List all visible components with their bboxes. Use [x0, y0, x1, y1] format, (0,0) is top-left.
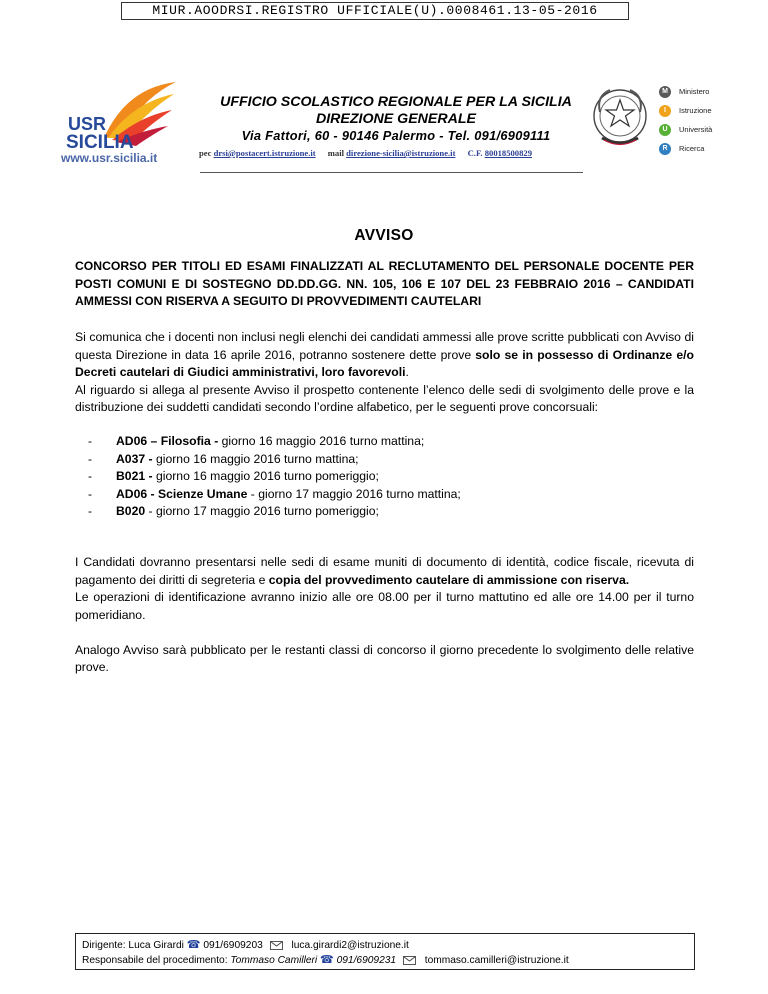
para2-text: Al riguardo si allega al presente Avviso il prospetto contenente l’elenco delle sedi di svolgimento delle prove e la distribuzione dei suddetti candidati secondo l’ordine alfabetico, per le seguenti prove concorsuali: [75, 382, 694, 414]
responsabile-email[interactable]: tommaso.camilleri@istruzione.it [424, 955, 569, 966]
header-divider [200, 172, 583, 173]
footer-dirigente-row [82, 938, 688, 953]
miur-label: Ministero [679, 87, 710, 96]
document-title: AVVISO [354, 227, 414, 244]
exam-code: A037 - [116, 451, 153, 466]
para3-text: I Candidati dovranno presentarsi nelle sedi di esame muniti di documento di identità, codice fiscale, ricevuta di pagamento dei diritti di segreteria e [75, 555, 694, 587]
mail-label: mail [327, 148, 344, 158]
exam-details: giorno 16 maggio 2016 turno mattina; [152, 451, 359, 466]
exam-details: - giorno 17 maggio 2016 turno pomeriggio; [145, 504, 379, 518]
para1-bold: solo se in possesso di Ordinanze e/o Decreti cautelari di Giudici amministrativi, loro favorevoli [75, 347, 694, 379]
exam-code: B020 [116, 504, 146, 518]
paragraph-instructions [75, 554, 694, 677]
exam-details: giorno 16 maggio 2016 turno mattina; [218, 434, 425, 448]
footer-contacts [75, 933, 695, 970]
exam-item [75, 486, 694, 504]
exam-item [75, 451, 694, 469]
mail-link[interactable]: direzione-sicilia@istruzione.it [346, 148, 456, 158]
para3-bold: copia del provvedimento cautelare di ammissione con riserva. [268, 572, 630, 587]
miur-dot-icon: U [659, 124, 671, 136]
cf-label: C.F. [467, 148, 483, 158]
dirigente-email[interactable]: luca.girardi2@istruzione.it [291, 940, 409, 951]
direction-name: DIREZIONE GENERALE [315, 111, 477, 127]
para3-line2: Le operazioni di identificazione avranno inizio alle ore 08.00 per il turno mattutino ed alle ore 14.00 per il turno pomeridiano. [75, 590, 694, 622]
para4-text: Analogo Avviso sarà pubblicato per le restanti classi di concorso il giorno precedente lo svolgimento delle relative prove. [75, 642, 694, 674]
usr-website: www.usr.sicilia.it [61, 151, 158, 165]
footer-responsabile-row [82, 953, 688, 968]
exam-list-block [75, 433, 694, 521]
logo-sicilia-text: SICILIA [66, 132, 134, 153]
miur-dot-icon: I [659, 105, 671, 117]
exam-item [75, 468, 694, 486]
subject-heading: CONCORSO PER TITOLI ED ESAMI FINALIZZATI AL RECLUTAMENTO DEL PERSONALE DOCENTE PER POSTI COMUNI E DI SOSTEGNO DD.DD.GG. NN. 105, 106 E 107 DEL 23 FEBBRAIO 2016 – CANDIDATI AMMESSI CON RISERVA A SEGUITO DI PROVVEDIMENTI CAUTELARI [75, 259, 694, 308]
paragraph-intro [75, 329, 694, 417]
cf-value: 80018500829 [484, 148, 532, 158]
miur-dot-icon: R [659, 143, 671, 155]
exam-item [75, 433, 694, 451]
exam-item [75, 503, 694, 521]
office-address: Via Fattori, 60 - 90146 Palermo - Tel. 091/6909111 [241, 128, 551, 143]
para1-text: Si comunica che i docenti non inclusi negli elenchi dei candidati ammessi alle prove scritte pubblicati con Avviso di questa Direzione in data 16 aprile 2016, potranno sostenere dette prove [75, 330, 694, 362]
miur-label: Ricerca [679, 144, 705, 153]
list-dash: - [88, 486, 93, 501]
miur-label: Università [679, 125, 713, 134]
pec-label: pec [199, 148, 212, 158]
list-dash: - [88, 469, 93, 483]
phone-icon: ☎ [186, 939, 201, 951]
envelope-icon [403, 956, 416, 965]
responsabile-phone: 091/6909231 [336, 955, 397, 966]
exam-code: AD06 - Scienze Umane [116, 486, 248, 501]
exam-code: AD06 – Filosofia - [116, 434, 219, 448]
responsabile-label: Responsabile del procedimento: [82, 955, 228, 966]
exam-details: - giorno 17 maggio 2016 turno mattina; [247, 486, 461, 501]
italian-republic-emblem-icon [588, 82, 652, 152]
office-name: UFFICIO SCOLASTICO REGIONALE PER LA SICILIA [220, 94, 572, 110]
list-dash: - [88, 451, 93, 466]
logo-usr-text: USR [68, 114, 107, 134]
list-dash: - [88, 434, 93, 448]
para1-end: . [405, 365, 409, 379]
dirigente-label: Dirigente: Luca Girardi [82, 940, 184, 951]
exam-code: B021 - [116, 469, 153, 483]
protocol-stamp: MIUR.AOODRSI.REGISTRO UFFICIALE(U).0008461.13-05-2016 [121, 2, 629, 20]
contacts-line [199, 148, 583, 158]
exam-details: giorno 16 maggio 2016 turno pomeriggio; [152, 469, 379, 483]
phone-icon: ☎ [320, 954, 334, 966]
dirigente-phone: 091/6909203 [203, 940, 263, 951]
pec-link[interactable]: drsi@postacert.istruzione.it [213, 148, 316, 158]
miur-label: Istruzione [679, 106, 712, 115]
miur-dot-icon: M [659, 86, 671, 98]
envelope-icon [270, 941, 283, 950]
responsabile-name: Tommaso Camilleri [230, 955, 318, 966]
list-dash: - [88, 504, 93, 518]
exam-list [75, 433, 694, 521]
